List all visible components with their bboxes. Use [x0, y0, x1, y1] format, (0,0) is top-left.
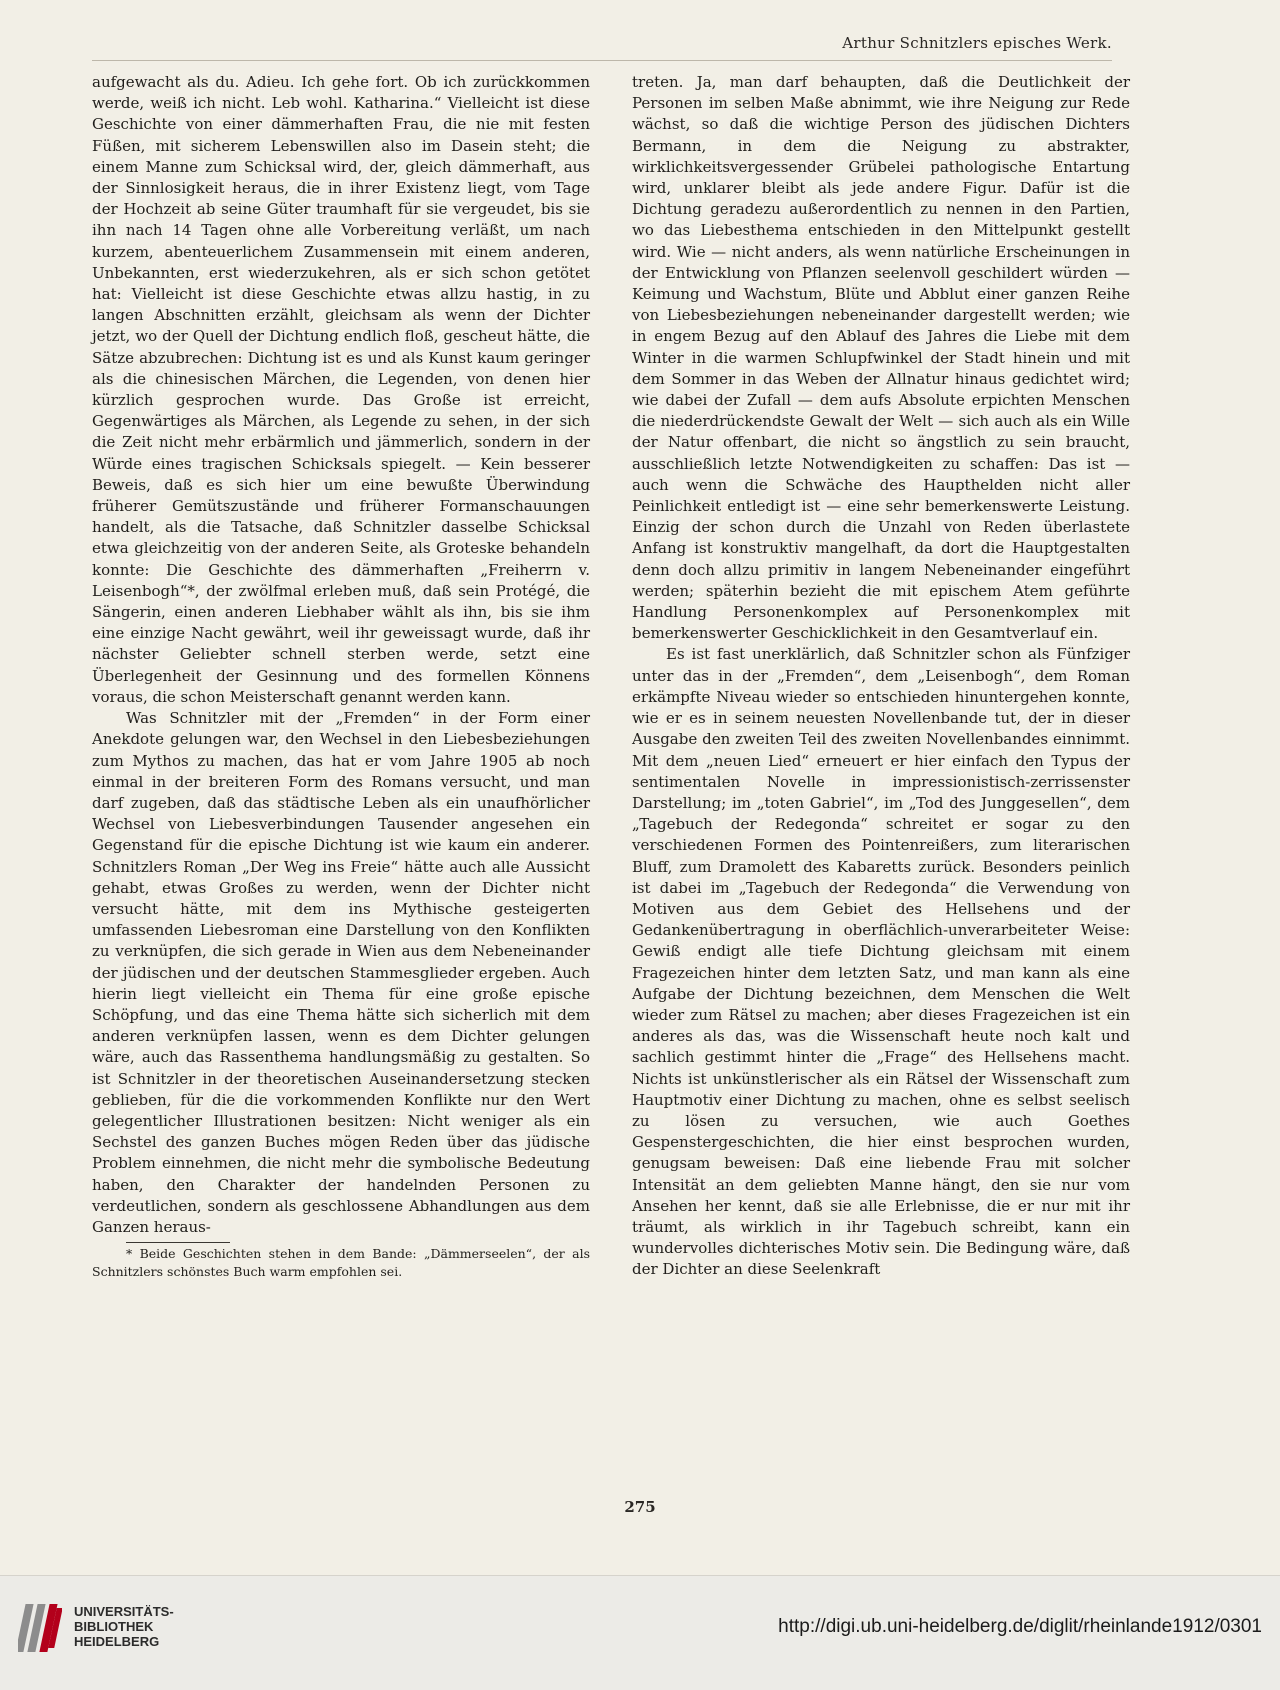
- institution-line: UNIVERSITÄTS-: [74, 1604, 174, 1619]
- running-title: Arthur Schnitzlers episches Werk.: [842, 34, 1112, 52]
- paragraph: Was Schnitzler mit der „Fremden“ in der Form einer Anekdote gelungen war, den Wechsel in den Liebesbeziehungen zum Mythos zu machen, das hat er vom Jahre 1905 ab noch einmal in der breiteren Form des Romans versucht, und man darf zugeben, daß das städtische Leben als ein unaufhörlicher Wechsel von Liebesverbindungen Tausender angesehen ein Gegenstand für die epische Dichtung ist wie kaum ein anderer. Schnitzlers Roman „Der Weg ins Freie“ hätte auch alle Aussicht gehabt, etwas Großes zu werden, wenn der Dichter nicht versucht hätte, mit dem ins Mythische gesteigerten umfassenden Liebesroman eine Darstellung von den Konflikten zu verknüpfen, die sich gerade in Wien aus dem Nebeneinander der jüdischen und der deutschen Stammesglieder ergeben. Auch hierin liegt vielleicht ein Thema für eine große epische Schöpfung, und das eine Thema hätte sich sicherlich mit dem anderen verknüpfen lassen, wenn es dem Dichter gelungen wäre, auch das Rassenthema handlungsmäßig zu gestalten. So ist Schnitzler in der theoretischen Auseinandersetzung stecken geblieben, für die die vorkommenden Konflikte nur den Wert gelegentlicher Illustrationen besitzen: Nicht weniger als ein Sechstel des ganzen Buches mögen Reden über das jüdische Problem einnehmen, die nicht mehr die symbolische Bedeutung haben, den Charakter der handelnden Personen zu verdeutlichen, sondern als geschlossene Abhandlungen aus dem Ganzen heraus-: [92, 709, 590, 1236]
- left-column: [92, 72, 590, 1281]
- institution-line: BIBLIOTHEK: [74, 1619, 154, 1634]
- footnote: * Beide Geschichten stehen in dem Bande: „Dämmerseelen“, der als Schnitzlers schönstes Buch warm empfohlen sei.: [92, 1246, 590, 1280]
- paragraph: aufgewacht als du. Adieu. Ich gehe fort. Ob ich zurückkommen werde, weiß ich nicht. Leb wohl. Katharina.“ Vielleicht ist diese Geschichte von einer dämmerhaften Frau, die nie mit festen Füßen, mit sicherem Lebenswillen also im Dasein steht; die einem Manne zum Schicksal wird, der, gleich dämmerhaft, aus der Sinnlosigkeit heraus, die in ihrer Existenz liegt, vom Tage der Hochzeit ab seine Güter traumhaft für sie vergeudet, bis sie ihn nach 14 Tagen ohne alle Vorbereitung verläßt, um nach kurzem, abenteuerlichem Zusammensein mit einem anderen, Unbekannten, erst wiederzukehren, als er sich schon getötet hat: Vielleicht ist diese Geschichte etwas allzu hastig, in zu langen Abschnitten erzählt, gleichsam als wenn der Dichter jetzt, wo der Quell der Dichtung endlich floß, gescheut hätte, die Sätze abzubrechen: Dichtung ist es und als Kunst kaum geringer als die chinesischen Märchen, die Legenden, von denen hier kürzlich gesprochen wurde. Das Große ist erreicht, Gegenwärtiges als Märchen, als Legende zu sehen, in der sich die Zeit nicht mehr erbärmlich und jämmerlich, sondern in der Würde eines tragischen Schicksals spiegelt. — Kein besserer Beweis, daß es sich hier um eine bewußte Überwindung früherer Gemütszustände und früherer Formanschauungen handelt, als die Tatsache, daß Schnitzler dasselbe Schicksal etwa gleichzeitig von der anderen Seite, als Groteske behandeln konnte: Die Geschichte des dämmerhaften „Freiherrn v. Leisenbogh“*, der zwölfmal erleben muß, daß sein Protégé, die Sängerin, einen anderen Liebhaber wählt als ihn, bis sie ihm eine einzige Nacht gewährt, weil ihr geweissagt wurde, daß ihr nächster Geliebter schnell sterben werde, setzt eine Überlegenheit der Gesinnung und des formellen Könnens voraus, die schon Meisterschaft genannt werden kann.: [92, 73, 590, 706]
- library-footer: [0, 1575, 1280, 1690]
- page-number: 275: [624, 1498, 656, 1516]
- library-logo-icon: [18, 1602, 62, 1654]
- source-url-link[interactable]: http://digi.ub.uni-heidelberg.de/diglit/rheinlande1912/0301: [778, 1616, 1262, 1637]
- institution-name: [74, 1604, 174, 1649]
- paragraph: treten. Ja, man darf behaupten, daß die Deutlichkeit der Personen im selben Maße abnimmt, wie ihre Neigung zur Rede wächst, so daß die wichtige Person des jüdischen Dichters Bermann, in dem die Neigung zu abstrakter, wirklichkeitsvergessender Grübelei pathologische Entartung wird, unklarer bleibt als jede andere Figur. Dafür ist die Dichtung geradezu außerordentlich zu nennen in den Partien, wo das Liebesthema entschieden in den Mittelpunkt gestellt wird. Wie — nicht anders, als wenn natürliche Erscheinungen in der Entwicklung von Pflanzen seelenvoll geschildert würden — Keimung und Wachstum, Blüte und Abblut einer ganzen Reihe von Liebesbeziehungen nebeneinander dargestellt werden; wie in engem Bezug auf den Ablauf des Jahres die Liebe mit dem Winter in die warmen Schlupfwinkel der Stadt hinein und mit dem Sommer in das Weben der Allnatur hinaus gedichtet wird; wie dabei der Zufall — dem aufs Absolute erpichten Menschen die niederdrückendste Gewalt der Welt — sich auch als ein Wille der Natur offenbart, die nicht so ängstlich zu sein braucht, ausschließlich letzte Notwendigkeiten zu schaffen: Das ist — auch wenn die Schwäche des Haupthelden nicht aller Peinlichkeit entledigt ist — eine sehr bemerkenswerte Leistung. Einzig der schon durch die Unzahl von Reden überlastete Anfang ist konstruktiv mangelhaft, da dort die Hauptgestalten denn doch allzu primitiv in langem Nebeneinander eingeführt werden; späterhin bezieht die mit epischem Atem geführte Handlung Personenkomplex auf Personenkomplex mit bemerkenswerter Geschicklichkeit in den Gesamtverlauf ein.: [632, 73, 1130, 643]
- footnote-rule: [126, 1242, 230, 1243]
- institution-line: HEIDELBERG: [74, 1634, 160, 1649]
- paragraph: Es ist fast unerklärlich, daß Schnitzler schon als Fünfziger unter das in der „Fremden“, dem „Leisenbogh“, dem Roman erkämpfte Niveau wieder so entschieden hinuntergehen konnte, wie er es in seinem neuesten Novellenbande tut, der in dieser Ausgabe den zweiten Teil des zweiten Novellenbandes einnimmt. Mit dem „neuen Lied“ erneuert er hier einfach den Typus der sentimentalen Novelle in impressionistisch-zerrissenster Darstellung; im „toten Gabriel“, im „Tod des Junggesellen“, dem „Tagebuch der Redegonda“ schreitet er sogar zu den verschiedenen Formen des Pointenreißers, zum literarischen Bluff, zum Dramolett des Kabaretts zurück. Besonders peinlich ist dabei im „Tagebuch der Redegonda“ die Verwendung von Motiven aus dem Gebiet des Hellsehens und der Gedankenübertragung in oberflächlich-unverarbeiteter Weise: Gewiß endigt alle tiefe Dichtung gleichsam mit einem Fragezeichen hinter dem letzten Satz, und man kann als eine Aufgabe der Dichtung bezeichnen, dem Menschen die Welt wieder zum Rätsel zu machen; aber dieses Fragezeichen ist ein anderes als das, was die Wissenschaft heute noch kalt und sachlich gestimmt hinter die „Frage“ des Hellsehens macht. Nichts ist unkünstlerischer als ein Rätsel der Wissenschaft zum Hauptmotiv einer Dichtung zu machen, ohne es selbst seelisch zu lösen zu versuchen, wie auch Goethes Gespenstergeschichten, die hier einst besprochen wurden, genugsam beweisen: Daß eine liebende Frau mit solcher Intensität an dem geliebten Manne hängt, den sie nur vom Ansehen her kennt, daß sie alle Erlebnisse, die er nur mit ihr träumt, als wirklich in ihr Tagebuch schreibt, kann ein wundervolles dichterisches Motiv sein. Die Bedingung wäre, daß der Dichter an diese Seelenkraft: [632, 645, 1130, 1279]
- header-rule: [92, 60, 1112, 61]
- right-column: [632, 72, 1130, 1281]
